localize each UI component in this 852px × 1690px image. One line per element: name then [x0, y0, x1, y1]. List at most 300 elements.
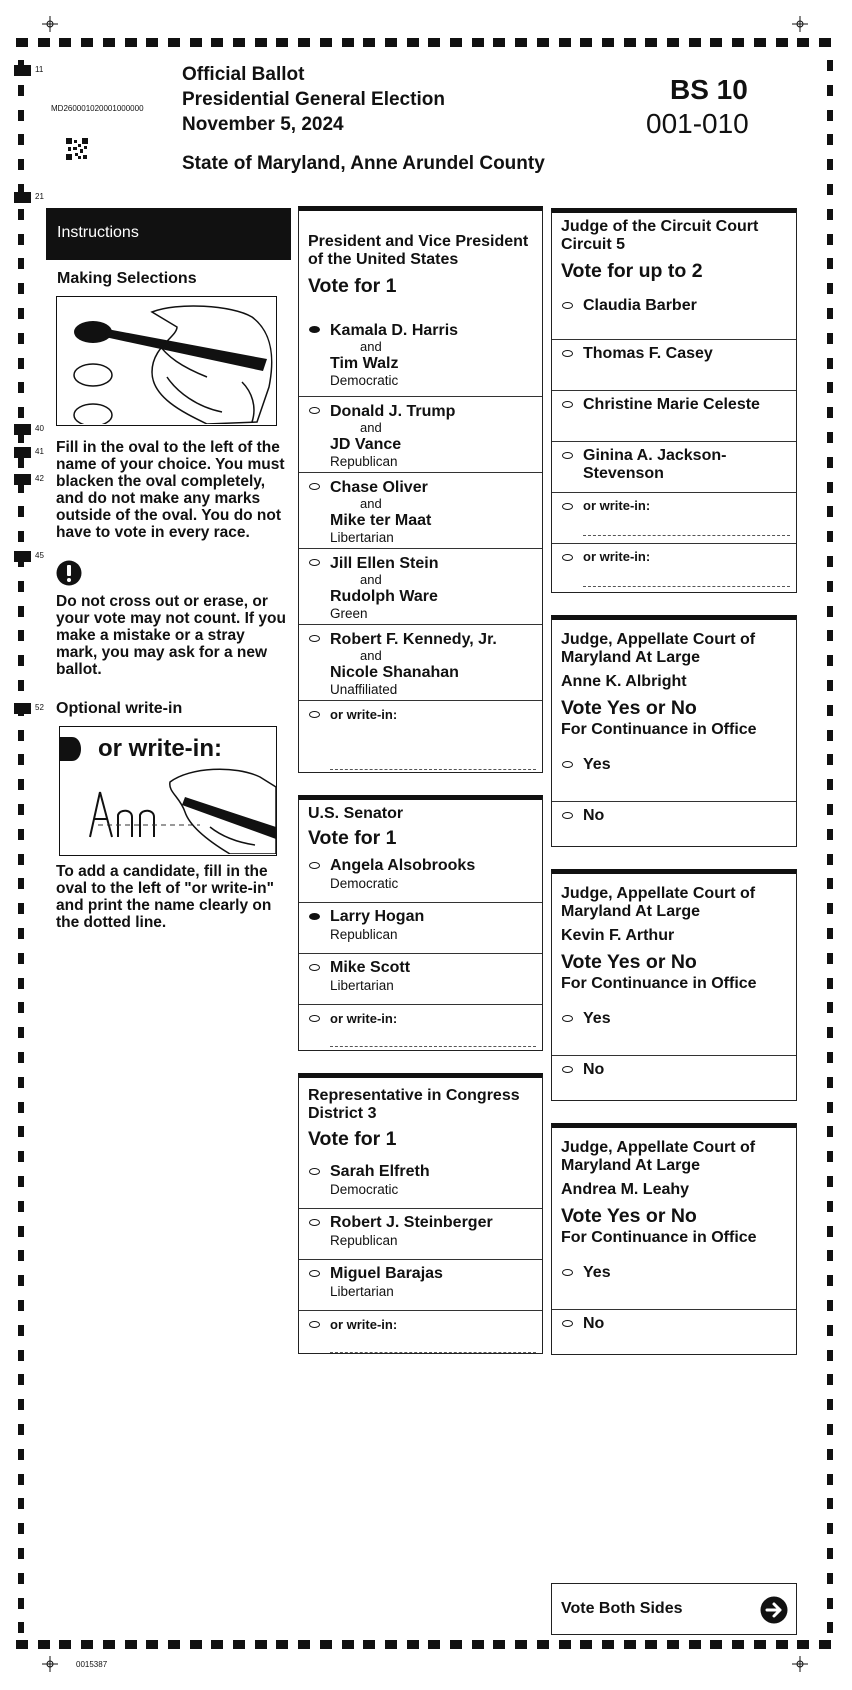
candidate-name: Miguel Barajas [330, 1265, 443, 1282]
timing-mark [146, 38, 158, 47]
timing-mark [18, 1126, 24, 1137]
timing-mark [16, 1640, 28, 1649]
ballot-title: Official Ballot [182, 64, 305, 85]
selection-oval[interactable] [562, 1320, 573, 1327]
timing-mark [827, 606, 833, 617]
contest-congress [298, 1073, 543, 1354]
continuance-label: For Continuance in Office [561, 721, 757, 738]
timing-mark [827, 581, 833, 592]
selection-oval[interactable] [562, 452, 573, 459]
candidate-option[interactable] [299, 548, 542, 624]
yes-label: Yes [583, 1010, 611, 1027]
writein-option[interactable] [552, 543, 796, 593]
writein-label: or write-in: [583, 549, 651, 564]
timing-mark [407, 38, 419, 47]
timing-mark [18, 1052, 24, 1063]
timing-mark [18, 1498, 24, 1509]
timing-mark [385, 1640, 397, 1649]
timing-mark [18, 878, 24, 889]
timing-mark [18, 1102, 24, 1113]
timing-mark [827, 110, 833, 121]
timing-mark [18, 680, 24, 691]
timing-mark [103, 1640, 115, 1649]
timing-mark [827, 1399, 833, 1410]
selection-oval[interactable] [309, 1219, 320, 1226]
timing-mark [18, 1424, 24, 1435]
timing-mark [827, 531, 833, 542]
timing-mark [450, 1640, 462, 1649]
selection-oval[interactable] [309, 407, 320, 414]
timing-mark [18, 85, 24, 96]
judge-name: Anne K. Albright [561, 673, 687, 690]
timing-mark [624, 38, 636, 47]
timing-mark [827, 680, 833, 691]
timing-mark [18, 234, 24, 245]
timing-mark [827, 1300, 833, 1311]
timing-mark [18, 903, 24, 914]
timing-mark [827, 209, 833, 220]
timing-mark [472, 1640, 484, 1649]
timing-mark [18, 1573, 24, 1584]
selection-oval[interactable] [562, 503, 573, 510]
selection-oval[interactable] [309, 913, 320, 920]
vote-both-sides-label: Vote Both Sides [561, 1600, 683, 1617]
and-label: and [360, 339, 382, 354]
selection-oval[interactable] [309, 711, 320, 718]
election-date: November 5, 2024 [182, 114, 344, 135]
and-label: and [360, 572, 382, 587]
candidate-option[interactable] [299, 1259, 542, 1310]
timing-mark [827, 457, 833, 468]
timing-mark [125, 38, 137, 47]
crosshair-bottom-left-icon [42, 1656, 58, 1672]
instruction-no-erase: Do not cross out or erase, or your vote may not count. If you make a mistake or a stray mark, you may ask for a new ballot. [56, 593, 286, 678]
timing-mark [18, 283, 24, 294]
contest-title: Judge, Appellate Court of Maryland At Large [561, 631, 756, 666]
writein-line[interactable] [583, 535, 790, 536]
timing-mark [18, 581, 24, 592]
timing-mark [18, 134, 24, 145]
timing-mark [18, 1474, 24, 1485]
writein-label: or write-in: [330, 1011, 398, 1026]
timing-mark [59, 38, 71, 47]
timing-mark [18, 1374, 24, 1385]
timing-mark [827, 903, 833, 914]
candidate-option[interactable] [299, 472, 542, 548]
timing-mark [211, 38, 223, 47]
candidate-option[interactable] [552, 441, 796, 492]
no-option[interactable] [552, 1309, 796, 1355]
timing-mark [363, 38, 375, 47]
selection-oval[interactable] [562, 401, 573, 408]
timing-mark [827, 804, 833, 815]
selection-oval[interactable] [309, 326, 320, 333]
vote-instruction: Vote Yes or No [561, 1205, 697, 1227]
judge-name: Kevin F. Arthur [561, 927, 675, 944]
timing-mark [754, 1640, 766, 1649]
candidate-option[interactable] [552, 339, 796, 390]
timing-mark [827, 184, 833, 195]
party-label: Libertarian [330, 978, 394, 993]
contest-title: Judge, Appellate Court of Maryland At Large [561, 885, 756, 920]
timing-mark [18, 1151, 24, 1162]
timing-mark [827, 1250, 833, 1261]
timing-mark [18, 1622, 24, 1633]
timing-mark [827, 85, 833, 96]
timing-mark [428, 38, 440, 47]
timing-mark [18, 978, 24, 989]
vote-for: Vote for 1 [308, 1128, 397, 1150]
timing-mark [18, 1350, 24, 1361]
candidate-option[interactable] [552, 292, 796, 339]
timing-mark [827, 1275, 833, 1286]
timing-mark [827, 754, 833, 765]
timing-mark [827, 1622, 833, 1633]
timing-mark [18, 1523, 24, 1534]
edge-label: 45 [35, 551, 44, 560]
timing-mark [827, 1226, 833, 1237]
timing-mark [515, 38, 527, 47]
timing-mark [827, 928, 833, 939]
timing-mark [18, 1027, 24, 1038]
writein-option[interactable] [299, 1310, 542, 1357]
selection-oval[interactable] [309, 964, 320, 971]
timing-mark [255, 38, 267, 47]
timing-mark [689, 38, 701, 47]
selection-oval[interactable] [309, 1270, 320, 1277]
contest-title: U.S. Senator [308, 805, 404, 822]
timing-mark [797, 1640, 809, 1649]
edge-label: 11 [35, 65, 44, 74]
timing-mark [18, 1250, 24, 1261]
timing-mark [18, 928, 24, 939]
precinct-number: 001-010 [646, 108, 749, 139]
timing-mark [827, 1077, 833, 1088]
timing-mark [827, 60, 833, 71]
timing-mark [125, 1640, 137, 1649]
timing-mark [18, 1300, 24, 1311]
selection-oval[interactable] [562, 554, 573, 561]
timing-mark [827, 1027, 833, 1038]
timing-mark [18, 407, 24, 418]
edge-label: 52 [35, 703, 44, 712]
timing-mark [827, 134, 833, 145]
timing-mark [827, 730, 833, 741]
writein-option[interactable] [299, 700, 542, 773]
timing-mark [168, 1640, 180, 1649]
writein-line[interactable] [330, 769, 536, 770]
timing-mark [493, 38, 505, 47]
timing-mark [732, 1640, 744, 1649]
timing-mark [827, 1523, 833, 1534]
timing-mark [320, 1640, 332, 1649]
timing-mark [18, 110, 24, 121]
timing-mark [18, 1176, 24, 1187]
timing-mark [320, 38, 332, 47]
jurisdiction: State of Maryland, Anne Arundel County [182, 153, 545, 174]
judge-name: Andrea M. Leahy [561, 1181, 690, 1198]
selection-oval[interactable] [309, 559, 320, 566]
selection-oval[interactable] [562, 812, 573, 819]
edge-label: 41 [35, 447, 44, 456]
timing-mark [559, 38, 571, 47]
timing-mark [38, 38, 50, 47]
contest-title: Judge, Appellate Court of Maryland At Large [561, 1139, 756, 1174]
selection-oval[interactable] [562, 1015, 573, 1022]
and-label: and [360, 420, 382, 435]
continuance-label: For Continuance in Office [561, 975, 757, 992]
writein-example-label: or write-in: [98, 735, 222, 762]
writein-label: or write-in: [583, 498, 651, 513]
timing-mark [776, 38, 788, 47]
contest-title: President and Vice President of the United States [308, 233, 529, 268]
timing-mark [233, 38, 245, 47]
timing-mark [18, 358, 24, 369]
selection-oval[interactable] [562, 1066, 573, 1073]
fill-oval-illustration [56, 296, 277, 426]
candidate-option[interactable] [299, 1158, 542, 1208]
timing-mark [18, 779, 24, 790]
timing-mark [18, 1226, 24, 1237]
timing-mark [827, 1052, 833, 1063]
candidate-name: Robert F. Kennedy, Jr. [330, 631, 497, 648]
timing-mark [827, 978, 833, 989]
ballot-code-id: MD260001020001000000 [51, 104, 144, 113]
timing-mark [18, 630, 24, 641]
timing-mark [18, 258, 24, 269]
candidate-name: Claudia Barber [583, 297, 697, 314]
selection-oval[interactable] [309, 1015, 320, 1022]
timing-mark [14, 65, 31, 76]
timing-mark [190, 38, 202, 47]
timing-mark [827, 1126, 833, 1137]
contest-title: Judge of the Circuit Court Circuit 5 [561, 218, 759, 253]
party-label: Unaffiliated [330, 682, 398, 697]
timing-mark [827, 1449, 833, 1460]
edge-label: 40 [35, 424, 44, 433]
timing-mark [827, 1002, 833, 1013]
timing-mark [667, 1640, 679, 1649]
timing-mark [472, 38, 484, 47]
timing-mark [624, 1640, 636, 1649]
timing-mark [450, 38, 462, 47]
timing-mark [18, 1275, 24, 1286]
ballot-style: BS 10 [670, 74, 748, 105]
qr-code-icon [66, 138, 88, 160]
timing-mark [363, 1640, 375, 1649]
timing-mark [827, 358, 833, 369]
timing-mark [18, 1325, 24, 1336]
candidate-option[interactable] [299, 316, 542, 396]
candidate-option[interactable] [299, 953, 542, 1004]
writein-line[interactable] [330, 1352, 536, 1353]
timing-mark [827, 258, 833, 269]
candidate-option[interactable] [299, 624, 542, 700]
timing-mark [819, 38, 831, 47]
continuance-label: For Continuance in Office [561, 1229, 757, 1246]
timing-mark [428, 1640, 440, 1649]
vote-for: Vote for 1 [308, 275, 397, 297]
timing-mark [827, 234, 833, 245]
writein-illustration [59, 726, 277, 856]
timing-mark [819, 1640, 831, 1649]
candidate-name: Kamala D. Harris [330, 322, 459, 339]
timing-mark [298, 1640, 310, 1649]
no-option[interactable] [552, 1055, 796, 1101]
crosshair-bottom-right-icon [792, 1656, 808, 1672]
timing-mark [827, 382, 833, 393]
timing-mark [827, 506, 833, 517]
no-label: No [583, 1315, 605, 1332]
selection-oval[interactable] [562, 350, 573, 357]
contest-appellate-arthur [551, 869, 797, 1101]
footer-code: 0015387 [76, 1660, 108, 1669]
candidate-option[interactable] [299, 396, 542, 472]
timing-mark [342, 1640, 354, 1649]
running-mate-name: Nicole Shanahan [330, 664, 459, 681]
timing-mark [827, 854, 833, 865]
timing-mark [190, 1640, 202, 1649]
party-label: Republican [330, 927, 398, 942]
timing-mark [18, 1399, 24, 1410]
party-label: Democratic [330, 373, 399, 388]
selection-oval[interactable] [562, 302, 573, 309]
edge-label: 42 [35, 474, 44, 483]
timing-mark [827, 779, 833, 790]
yes-option[interactable] [552, 1259, 796, 1309]
timing-mark [18, 953, 24, 964]
timing-mark [18, 457, 24, 468]
timing-mark [827, 308, 833, 319]
timing-mark [81, 1640, 93, 1649]
instructions-header [46, 208, 291, 260]
writein-option[interactable] [299, 1004, 542, 1051]
timing-mark [827, 953, 833, 964]
timing-mark [827, 1176, 833, 1187]
yes-option[interactable] [552, 751, 796, 801]
timing-mark [211, 1640, 223, 1649]
and-label: and [360, 648, 382, 663]
candidate-name: Larry Hogan [330, 908, 425, 925]
timing-mark [16, 38, 28, 47]
running-mate-name: JD Vance [330, 436, 402, 453]
candidate-option[interactable] [299, 902, 542, 953]
selection-oval[interactable] [309, 1321, 320, 1328]
no-option[interactable] [552, 801, 796, 847]
timing-mark [689, 1640, 701, 1649]
writein-option[interactable] [552, 492, 796, 543]
timing-mark [827, 432, 833, 443]
timing-mark [797, 38, 809, 47]
timing-mark [18, 1077, 24, 1088]
timing-mark [18, 1598, 24, 1609]
selection-oval[interactable] [309, 1168, 320, 1175]
timing-mark [776, 1640, 788, 1649]
no-label: No [583, 1061, 605, 1078]
candidate-name: Jill Ellen Stein [330, 555, 439, 572]
party-label: Democratic [330, 1182, 399, 1197]
writein-line[interactable] [330, 1046, 536, 1047]
running-mate-name: Mike ter Maat [330, 512, 432, 529]
arrow-right-icon [760, 1596, 788, 1624]
and-label: and [360, 496, 382, 511]
party-label: Republican [330, 1233, 398, 1248]
candidate-option[interactable] [299, 1208, 542, 1259]
timing-mark [827, 1598, 833, 1609]
timing-mark [18, 333, 24, 344]
candidate-name: Chase Oliver [330, 479, 428, 496]
candidate-name: Robert J. Steinberger [330, 1214, 493, 1231]
timing-mark [298, 38, 310, 47]
timing-mark [710, 1640, 722, 1649]
timing-mark [827, 1374, 833, 1385]
timing-mark [827, 1498, 833, 1509]
timing-mark [38, 1640, 50, 1649]
timing-mark [342, 38, 354, 47]
selection-oval[interactable] [562, 1269, 573, 1276]
selection-oval[interactable] [309, 635, 320, 642]
timing-mark [827, 556, 833, 567]
timing-mark [645, 1640, 657, 1649]
timing-mark [827, 1325, 833, 1336]
timing-mark [580, 38, 592, 47]
timing-mark [168, 38, 180, 47]
timing-mark [827, 829, 833, 840]
timing-mark [59, 1640, 71, 1649]
timing-mark [827, 283, 833, 294]
selection-oval[interactable] [562, 761, 573, 768]
contest-title: Representative in Congress District 3 [308, 1087, 520, 1122]
making-selections-heading: Making Selections [57, 270, 197, 287]
timing-mark [276, 38, 288, 47]
instruction-fill-oval: Fill in the oval to the left of the name of your choice. You must blacken the oval completely, and do not make any marks outside of the oval. You do not have to vote in every race. [56, 439, 285, 541]
timing-mark [827, 1474, 833, 1485]
candidate-option[interactable] [552, 390, 796, 441]
party-label: Libertarian [330, 1284, 394, 1299]
election-name: Presidential General Election [182, 89, 445, 110]
candidate-option[interactable] [299, 852, 542, 902]
timing-mark [18, 655, 24, 666]
selection-oval[interactable] [309, 862, 320, 869]
yes-label: Yes [583, 756, 611, 773]
timing-mark [732, 38, 744, 47]
timing-mark [645, 38, 657, 47]
candidate-name: Mike Scott [330, 959, 411, 976]
timing-mark [18, 1548, 24, 1559]
running-mate-name: Tim Walz [330, 355, 399, 372]
timing-mark [827, 1151, 833, 1162]
timing-mark [18, 159, 24, 170]
yes-option[interactable] [552, 1005, 796, 1055]
timing-mark [827, 482, 833, 493]
timing-mark [18, 308, 24, 319]
vote-for: Vote for up to 2 [561, 260, 703, 282]
timing-mark [710, 38, 722, 47]
party-label: Libertarian [330, 530, 394, 545]
timing-mark [18, 209, 24, 220]
writein-line[interactable] [583, 586, 790, 587]
timing-mark [493, 1640, 505, 1649]
candidate-name: Angela Alsobrooks [330, 857, 476, 874]
timing-mark [827, 1548, 833, 1559]
timing-mark [827, 1201, 833, 1212]
timing-mark [385, 38, 397, 47]
optional-writein-heading: Optional write-in [56, 700, 183, 717]
running-mate-name: Rudolph Ware [330, 588, 438, 605]
timing-mark [602, 38, 614, 47]
selection-oval[interactable] [309, 483, 320, 490]
crosshair-top-left-icon [42, 16, 58, 32]
